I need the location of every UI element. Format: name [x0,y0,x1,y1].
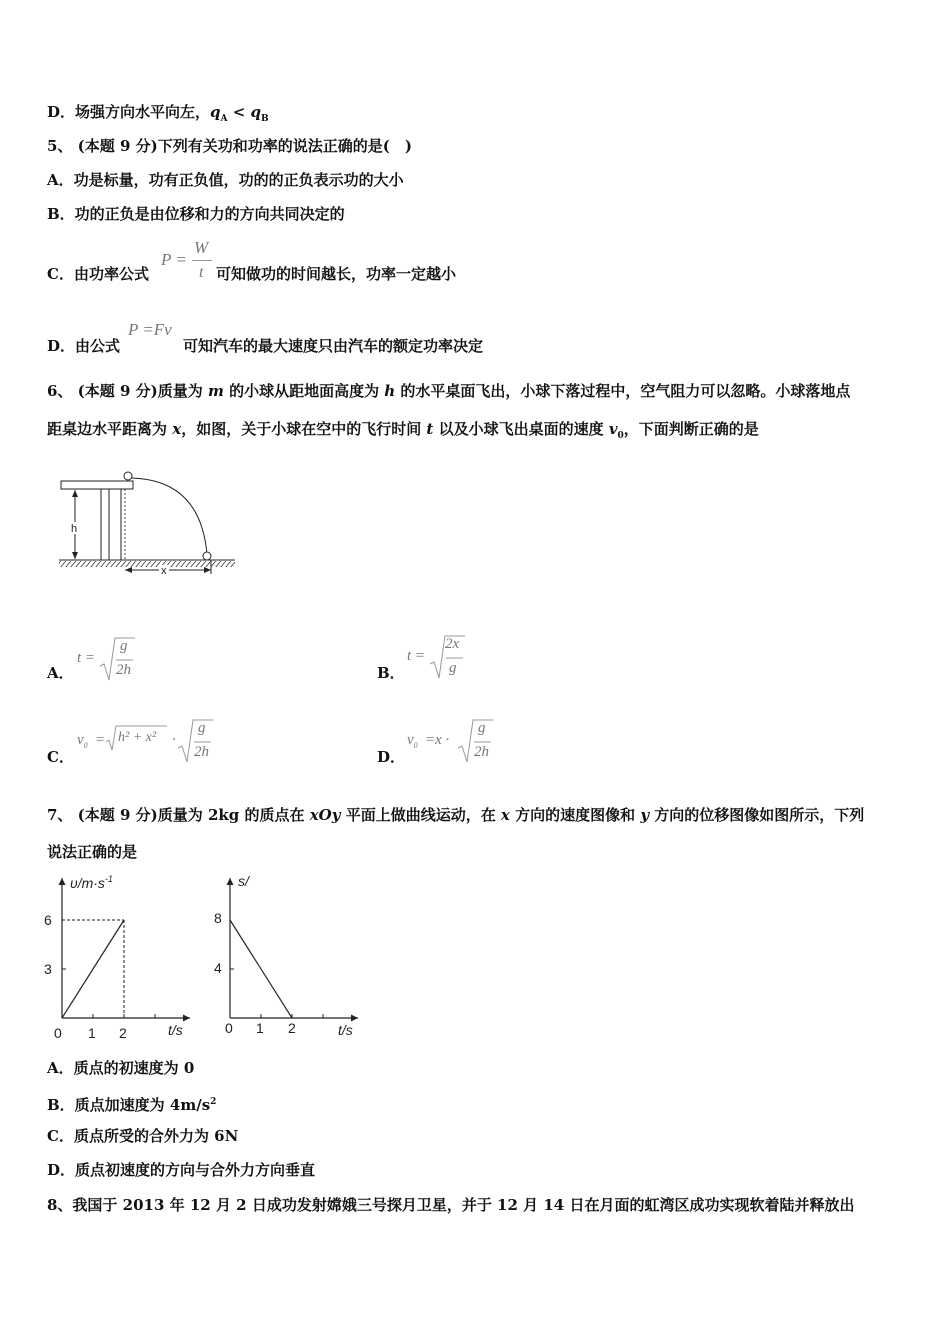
q5-option-d: D．由公式 [47,337,121,355]
q5-option-a: A．功是标量，功有正负值，功的的正负表示功的大小 [47,171,404,189]
q6-stem-line1: 6、 (本题 9 分)质量为 m 的小球从距地面高度为 h 的水平桌面飞出，小球下落过程中，空气阻力可以忽略。小球落地点 [47,382,851,400]
q5-option-b: B．功的正负是由位移和力的方向共同决定的 [47,205,345,223]
ball-landing [203,552,211,560]
q5-option-c-text: 可知做功的时间越长，功率一定越小 [216,265,457,283]
q6-option-c-label: C． [47,748,74,766]
displacement-line [230,920,292,1018]
q6-projectile-figure [55,466,245,581]
q7-stem-line1: 7、 (本题 9 分)质量为 2kg 的质点在 xOy 平面上做曲线运动，在 x 方向的速度图像和 y 方向的位移图像如图所示，下列 [47,806,865,824]
distance-label: x [161,565,167,577]
x-tick-label: 0 [54,1025,62,1041]
y-axis-label: s/ [238,873,249,889]
q6-option-d-formula: $v_0$ =x · g 2h [407,718,507,768]
x-tick-label: 2 [119,1025,127,1041]
q5-option-c: C．由功率公式 [47,265,149,283]
q6-stem-line2: 距桌边水平距离为 x，如图，关于小球在空中的飞行时间 t 以及小球飞出桌面的速度 $v_0$，下面判断正确的是 [47,420,759,441]
q5-stem: 5、 (本题 9 分)下列有关功和功率的说法正确的是( ) [47,137,412,155]
q6-option-b-label: B． [377,664,405,682]
x-tick-label: 1 [256,1020,264,1036]
q5-option-c-formula: P = W t [161,238,213,288]
q7-option-c: C．质点所受的合外力为 6N [47,1127,239,1145]
y-tick-label: 8 [214,910,222,926]
x-tick-label: 2 [288,1020,296,1036]
y-axis-label: $\upsilon/m\cdot s^{-1}$ [70,874,113,891]
q7-velocity-graph [38,868,198,1043]
height-label: h [71,523,78,535]
q6-option-a-formula: t = g 2h [77,636,137,686]
q8-stem: 8、我国于 2013 年 12 月 2 日成功发射嫦娥三号探月卫星，并于 12 月 14 日在月面的虹湾区成功实现软着陆并释放出 [47,1196,855,1214]
x-axis-label: t/s [168,1022,183,1038]
x-tick-label: 1 [88,1025,96,1041]
x-axis-label: t/s [338,1022,353,1038]
y-tick-label: 6 [44,912,52,928]
q6-option-b-formula: t = 2x g [407,634,467,684]
q5-option-d-text: 可知汽车的最大速度只由汽车的额定功率决定 [183,337,484,355]
q6-option-c-formula: $v_0$ = h² + x² · g 2h [77,718,217,768]
table-top [61,481,133,489]
q7-option-a: A．质点的初速度为 0 [47,1059,195,1077]
q7-displacement-graph [208,868,368,1043]
q7-option-d: D．质点初速度的方向与合外力方向垂直 [47,1161,316,1179]
q6-option-d-label: D． [377,748,406,766]
q4-option-d: D．场强方向水平向左，$q_A < q_B$ [47,103,269,124]
q7-stem-line2: 说法正确的是 [47,843,138,861]
trajectory-curve [128,478,207,554]
q7-option-b: B．质点加速度为 $4m/s^2$ [47,1096,217,1114]
q6-option-a-label: A． [47,664,74,682]
y-tick-label: 4 [214,960,222,976]
y-tick-label: 3 [44,961,52,977]
q5-option-d-formula: P =Fv [128,320,172,339]
ball-start [124,472,132,480]
ground-hatch [59,561,235,567]
x-tick-label: 0 [225,1020,233,1036]
velocity-line [62,920,124,1018]
